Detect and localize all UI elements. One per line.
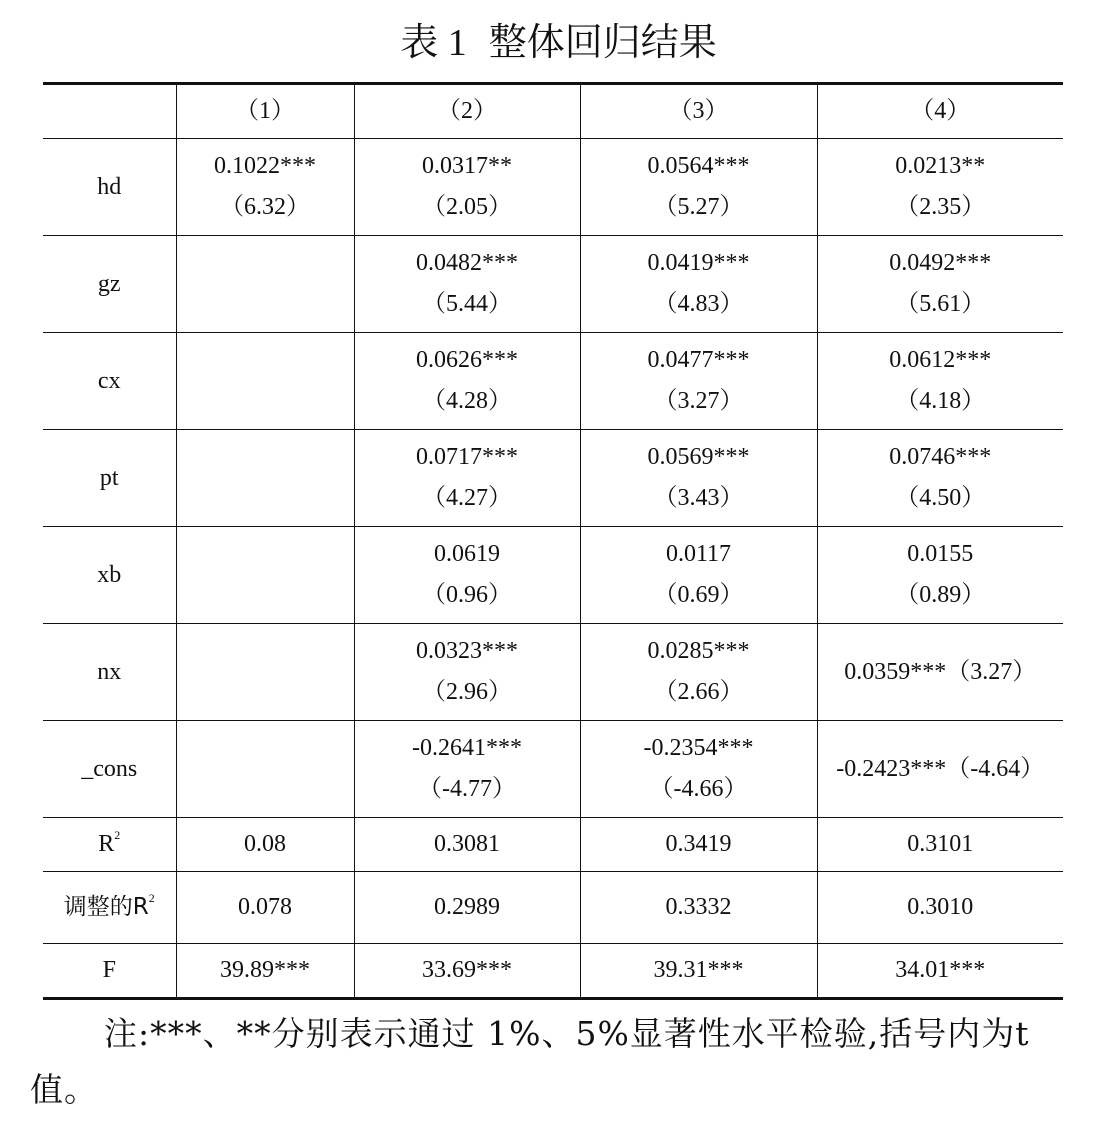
coef-cell [354,333,580,430]
t-value: （5.61） [895,291,986,317]
variable-label: nx [43,624,176,721]
t-value: （4.50） [895,485,986,511]
adj-r2-label [43,872,176,944]
t-value: （2.35） [895,194,986,220]
t-value: （4.18） [895,388,986,414]
header-row [43,84,1063,139]
coef-cell [580,333,817,430]
coef-value: 0.0626*** [416,347,518,373]
coef-value: 0.0564*** [647,153,750,179]
t-value: （5.44） [422,291,512,317]
coef-cell [817,527,1063,624]
coef-cell [176,236,354,333]
adj-r2-value: 0.3010 [817,872,1063,944]
coef-cell [817,721,1063,818]
coef-value: 0.0285*** [647,638,750,664]
r2-value: 0.3419 [580,818,817,872]
coef-cell [817,624,1063,721]
t-value: （5.27） [653,194,744,220]
table-row [43,527,1063,624]
f-row [43,944,1063,999]
coef-cell [176,430,354,527]
variable-label: cx [43,333,176,430]
coef-cell [176,139,354,236]
table-number: 表 1 [400,22,467,64]
table-row [43,236,1063,333]
t-value: （2.96） [422,679,512,705]
r2-value: 0.3101 [817,818,1063,872]
coef-value: 0.0717*** [416,444,518,470]
coef-cell [176,721,354,818]
r2-value: 0.3081 [354,818,580,872]
r2-row [43,818,1063,872]
r2-value: 0.08 [176,818,354,872]
f-value: 39.31*** [580,944,817,999]
coef-cell [580,430,817,527]
coef-cell [817,139,1063,236]
t-value: （3.27） [653,388,744,414]
coef-value: 0.0323*** [416,638,518,664]
f-label: F [43,944,176,999]
t-value: （-4.66） [649,776,748,802]
variable-label: gz [43,236,176,333]
t-value: （4.83） [653,291,744,317]
coef-value: 0.0317** [422,153,512,179]
t-value: （4.27） [422,485,512,511]
adj-r2-value: 0.2989 [354,872,580,944]
coef-value: 0.0117 [665,541,732,567]
coef-cell [354,624,580,721]
coef-cell [817,236,1063,333]
variable-label: _cons [43,721,176,818]
coef-cell [354,721,580,818]
coef-cell [354,527,580,624]
coef-cell [580,624,817,721]
coef-value: 0.0612*** [889,347,992,373]
coef-value: 0.0482*** [416,250,518,276]
t-value: （2.66） [653,679,744,705]
f-value: 34.01*** [817,944,1063,999]
coef-value: 0.0569*** [647,444,750,470]
regression-table [43,82,1063,1000]
f-value: 39.89*** [176,944,354,999]
coef-cell [817,430,1063,527]
coef-value: 0.1022*** [214,153,316,179]
adj-r2-row [43,872,1063,944]
coef-cell [580,527,817,624]
coef-value: -0.2641*** [412,735,522,761]
coef-cell [354,430,580,527]
adj-r2-label-text: 调整的R [63,894,149,920]
variable-label: xb [43,527,176,624]
f-value: 33.69*** [354,944,580,999]
variable-label: pt [43,430,176,527]
t-value: （2.05） [422,194,512,220]
t-value: （0.69） [653,582,744,608]
header-cell-model-2: （2） [354,84,580,139]
table-row [43,333,1063,430]
table-note: 注:***、**分别表示通过 1%、5%显著性水平检验,括号内为t 值。 [30,1014,1030,1109]
variable-label: hd [43,139,176,236]
table-row [43,139,1063,236]
coef-cell [580,721,817,818]
coef-value: -0.2354*** [643,735,754,761]
coef-cell [354,236,580,333]
adj-r2-superscript: 2 [148,891,155,905]
t-value: （4.28） [422,388,512,414]
coef-value: 0.0492*** [889,250,992,276]
coef-cell [580,236,817,333]
table-title [0,12,1117,72]
table-row [43,721,1063,818]
table-row [43,430,1063,527]
adj-r2-value: 0.3332 [580,872,817,944]
coef-cell [176,333,354,430]
t-value: （0.89） [895,582,986,608]
coef-cell [817,333,1063,430]
coef-value-inline: 0.0359***（3.27） [844,658,1037,685]
t-value: （-4.77） [418,776,516,802]
r2-superscript: 2 [114,828,121,842]
t-value: （6.32） [220,194,310,220]
header-cell-model-1: （1） [176,84,354,139]
coef-cell [354,139,580,236]
r2-label-text: R [98,831,115,857]
adj-r2-value: 0.078 [176,872,354,944]
coef-value-inline: -0.2423***（-4.64） [836,755,1045,782]
coef-value: 0.0746*** [889,444,992,470]
coef-value: 0.0477*** [647,347,750,373]
t-value: （0.96） [422,582,512,608]
coef-cell [580,139,817,236]
header-cell-empty [43,84,176,139]
coef-value: 0.0213** [895,153,986,179]
header-cell-model-3: （3） [580,84,817,139]
t-value: （3.43） [653,485,744,511]
r2-label [43,818,176,872]
coef-value: 0.0419*** [647,250,750,276]
coef-cell [176,527,354,624]
table-title-text: 整体回归结果 [488,20,717,64]
table-row [43,624,1063,721]
coef-cell [176,624,354,721]
coef-value: 0.0155 [907,541,974,567]
coef-value: 0.0619 [434,541,500,567]
header-cell-model-4: （4） [817,84,1063,139]
